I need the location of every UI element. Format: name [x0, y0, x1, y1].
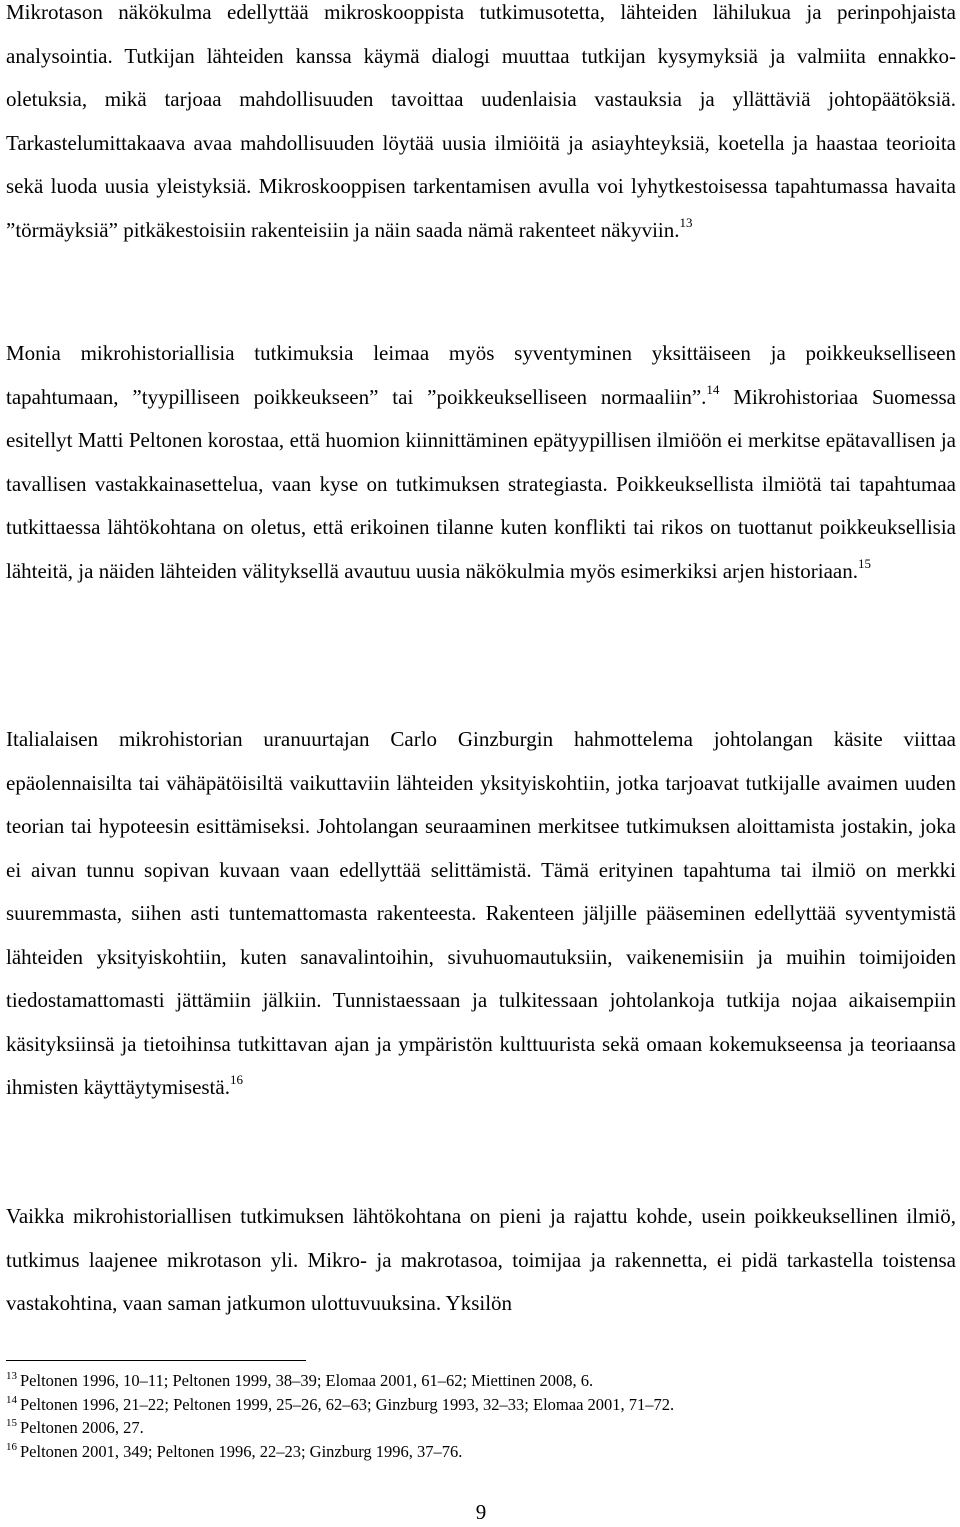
footnote-text: Peltonen 1996, 21–22; Peltonen 1999, 25–26, 62–63; Ginzburg 1993, 32–33; Elomaa 2001, 71–72.	[20, 1394, 675, 1414]
footnote-15	[6, 1416, 956, 1440]
paragraph-text-continued: Mikrohistoriaa Suomessa esitellyt Matti Peltonen korostaa, että huomion kiinnittäminen epätyypillisen ilmiöön ei merkitse epätavallisen ja tavallisen vastakkainasettelua, vaan kyse on tutkimuksen strategiasta. Poikkeuksellista ilmiötä tai tapahtumaa tutkittaessa lähtökohtana on oletus, että erikoinen tilanne kuten konflikti tai rikos on tuottanut poikkeuksellisia lähteitä, ja näiden lähteiden välityksellä avautuu uusia näkökulmia myös esimerkiksi arjen historiaan.	[6, 384, 956, 583]
footnote-number: 16	[6, 1440, 17, 1453]
footnote-text: Peltonen 2006, 27.	[20, 1418, 144, 1437]
footnotes-section	[6, 1369, 956, 1463]
footnote-number: 14	[6, 1393, 17, 1406]
page-number: 9	[475, 1500, 487, 1524]
footnote-13	[6, 1369, 956, 1393]
footnote-ref-14[interactable]: 14	[706, 381, 720, 397]
footnote-ref-15[interactable]: 15	[858, 555, 872, 571]
footnote-text: Peltonen 1996, 10–11; Peltonen 1999, 38–39; Elomaa 2001, 61–62; Miettinen 2008, 6.	[20, 1371, 594, 1390]
footnote-16	[6, 1440, 956, 1464]
paragraph-1	[6, 0, 956, 252]
footnote-number: 13	[6, 1370, 17, 1382]
paragraph-4	[6, 1195, 956, 1326]
footnote-text: Peltonen 2001, 349; Peltonen 1996, 22–23; Ginzburg 1996, 37–76.	[20, 1441, 463, 1461]
paragraph-text: Italialaisen mikrohistorian uranuurtajan Carlo Ginzburgin hahmottelema johtolangan käsite viittaa epäolennaisilta tai vähäpätöisiltä vaikuttaviin lähteiden yksityiskohtiin, jotka tarjoavat tutkijalle avaimen uuden teorian tai hypoteesin esittämiseksi. Johtolangan seuraaminen merkitsee tutkimuksen aloittamista jostakin, joka ei aivan tunnu sopivan kuvaan vaan edellyttää selittämistä. Tämä erityinen tapahtuma tai ilmiö on merkki suuremmasta, siihen asti tuntemattomasta rakenteesta. Rakenteen jäljille pääseminen edellyttää syventymistä lähteiden yksityiskohtiin, kuten sanavalintoihin, sivuhuomautuksiin, vaikenemisiin ja muihin toimijoiden tiedostamattomasti jättämiin jälkiin. Tunnistaessaan ja tulkitessaan johtolankoja tutkija nojaa aikaisempiin käsityksiinsä ja tietoihinsa tutkittavan ajan ja ympäristön kulttuurista sekä omaan kokemukseensa ja teoriaansa ihmisten käyttäytymisestä.	[6, 727, 956, 1099]
paragraph-2	[6, 332, 956, 593]
footnote-ref-13[interactable]: 13	[679, 214, 693, 230]
paragraph-3	[6, 718, 956, 1110]
paragraph-text: Mikrotason näkökulma edellyttää mikroskooppista tutkimusotetta, lähteiden lähilukua ja perinpohjaista analysointia. Tutkijan lähteiden kanssa käymä dialogi muuttaa tutkijan kysymyksiä ja valmiita ennakko-oletuksia, mikä tarjoaa mahdollisuuden tavoittaa uudenlaisia vastauksia ja yllättäviä johtopäätöksiä. Tarkastelumittakaava avaa mahdollisuuden löytää uusia ilmiöitä ja asiayhteyksiä, koetella ja haastaa teorioita sekä luoda uusia yleistyksiä. Mikroskooppisen tarkentamisen avulla voi lyhytkestoisessa tapahtumassa havaita ”törmäyksiä” pitkäkestoisiin rakenteisiin ja näin saada nämä rakenteet näkyviin.	[6, 0, 956, 242]
footnote-ref-16[interactable]: 16	[229, 1072, 243, 1087]
footnote-number: 15	[6, 1417, 17, 1429]
footnote-14	[6, 1393, 956, 1417]
paragraph-text: Vaikka mikrohistoriallisen tutkimuksen lähtökohtana on pieni ja rajattu kohde, usein poikkeuksellinen ilmiö, tutkimus laajenee mikrotason yli. Mikro- ja makrotasoa, toimijaa ja rakennetta, ei pidä tarkastella toistensa vastakohtina, vaan saman jatkumon ulottuvuuksina. Yksilön	[6, 1204, 956, 1315]
footnote-divider	[6, 1360, 306, 1361]
paragraph-text: Monia mikrohistoriallisia tutkimuksia leimaa myös syventyminen yksittäiseen ja poikkeukselliseen tapahtumaan, ”tyypilliseen poikkeukseen” tai ”poikkeukselliseen normaaliin”.	[6, 341, 956, 409]
